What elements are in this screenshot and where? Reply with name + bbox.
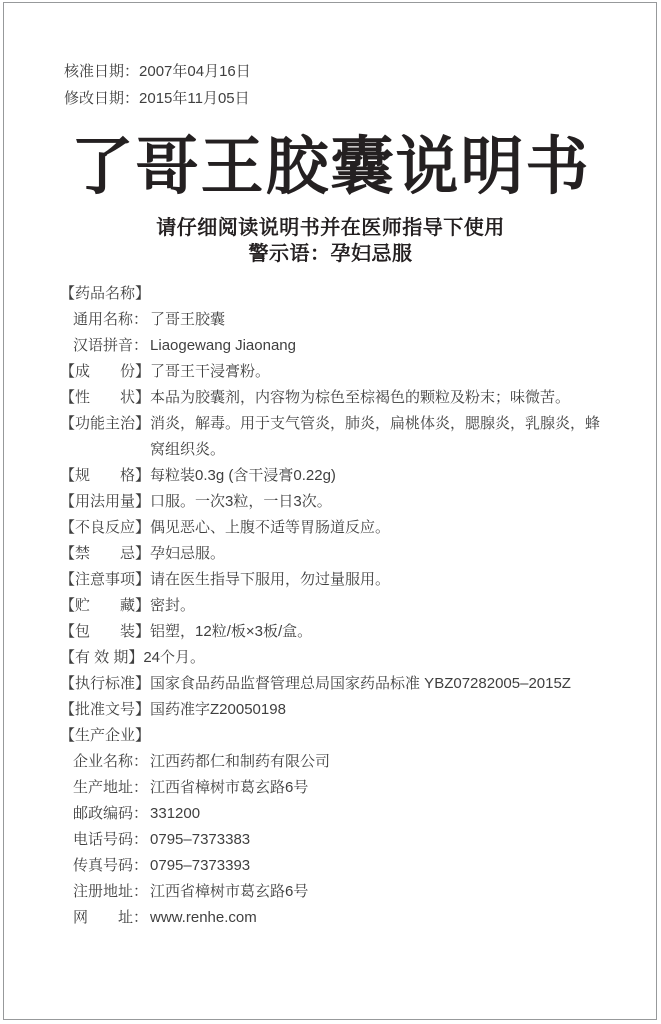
- row-content: 331200: [150, 804, 201, 822]
- row-content: 了哥王干浸膏粉。: [150, 362, 271, 380]
- row-content: 国家食品药品监督管理总局国家药品标准 YBZ07282005–2015Z: [150, 674, 571, 692]
- section-row: [60, 411, 611, 463]
- approval-date-label: 核准日期：: [64, 63, 140, 80]
- row-content: 江西药都仁和制药有限公司: [150, 752, 331, 770]
- row-content: 请在医生指导下服用，勿过量服用。: [150, 570, 391, 588]
- row-label: 【药品名称】: [60, 284, 151, 302]
- row-content: 口服。一次3粒，一日3次。: [150, 492, 332, 510]
- section-row: [60, 281, 611, 307]
- section-row: [60, 463, 611, 489]
- detail-row: [60, 749, 611, 775]
- detail-row: [60, 801, 611, 827]
- warning-statement: 警示语：孕妇忌服: [248, 242, 413, 265]
- section-row: [60, 359, 611, 385]
- revision-date-label: 修改日期：: [64, 90, 140, 107]
- row-label: 注册地址：: [73, 882, 149, 900]
- detail-row: [60, 775, 611, 801]
- section-row: [60, 723, 611, 749]
- revision-date-line: [64, 85, 661, 112]
- row-label: 【成 份】: [60, 362, 151, 380]
- row-label: 传真号码：: [73, 856, 149, 874]
- revision-date-value: 2015年11月05日: [139, 90, 250, 107]
- row-content: 0795–7373383: [150, 830, 251, 848]
- row-label: 【性 状】: [60, 388, 151, 406]
- row-content: 消炎，解毒。用于支气管炎，肺炎，扁桃体炎，腮腺炎，乳腺炎，蜂窝组织炎。: [150, 414, 601, 458]
- row-label: 【贮 藏】: [60, 596, 151, 614]
- row-label: 生产地址：: [73, 778, 149, 796]
- row-label: 【有 效 期】: [60, 648, 144, 666]
- row-content: 密封。: [150, 596, 196, 614]
- section-row: [60, 593, 611, 619]
- section-row: [60, 385, 611, 411]
- row-label: 【规 格】: [60, 466, 151, 484]
- section-row: [60, 671, 611, 697]
- detail-row: [60, 905, 611, 931]
- section-row: [60, 619, 611, 645]
- row-content: 偶见恶心、上腹不适等胃肠道反应。: [150, 518, 391, 536]
- row-content: 孕妇忌服。: [150, 544, 226, 562]
- detail-row: [60, 879, 611, 905]
- detail-row: [60, 333, 611, 359]
- row-label: 【注意事项】: [60, 570, 151, 588]
- row-label: 【禁 忌】: [60, 544, 151, 562]
- row-content: 每粒装0.3g (含干浸膏0.22g): [150, 466, 336, 484]
- detail-row: [60, 827, 611, 853]
- row-label: 【执行标准】: [60, 674, 151, 692]
- row-label: 【功能主治】: [60, 414, 151, 432]
- row-label: 【生产企业】: [60, 726, 151, 744]
- read-instruction-line: 请仔细阅读说明书并在医师指导下使用: [156, 216, 505, 239]
- row-label: 网 址：: [73, 908, 149, 926]
- row-label: 【批准文号】: [60, 700, 151, 718]
- row-content: 0795–7373393: [150, 856, 251, 874]
- detail-row: [60, 307, 611, 333]
- section-row: [60, 541, 611, 567]
- row-content: 江西省樟树市葛玄路6号: [150, 882, 309, 900]
- row-content: 江西省樟树市葛玄路6号: [150, 778, 309, 796]
- row-content: 24个月。: [143, 648, 206, 666]
- row-label: 汉语拼音：: [73, 336, 149, 354]
- approval-date-value: 2007年04月16日: [139, 63, 251, 80]
- section-row: [60, 645, 611, 671]
- section-row: [60, 697, 611, 723]
- section-row: [60, 515, 611, 541]
- row-label: 电话号码：: [73, 830, 149, 848]
- row-content: 铝塑，12粒/板×3板/盒。: [150, 622, 313, 640]
- insert-body: [0, 281, 661, 931]
- detail-row: [60, 853, 611, 879]
- row-content: 本品为胶囊剂，内容物为棕色至棕褐色的颗粒及粉末；味微苦。: [150, 388, 571, 406]
- row-label: 【包 装】: [60, 622, 151, 640]
- row-label: 企业名称：: [73, 752, 149, 770]
- section-row: [60, 567, 611, 593]
- row-label: 通用名称：: [73, 310, 149, 328]
- approval-date-line: [64, 58, 661, 85]
- row-label: 【不良反应】: [60, 518, 151, 536]
- row-label: 【用法用量】: [60, 492, 151, 510]
- page-title: 了哥王胶囊说明书: [70, 132, 591, 202]
- row-label: 邮政编码：: [73, 804, 149, 822]
- date-block: [0, 0, 661, 112]
- row-content: 了哥王胶囊: [150, 310, 226, 328]
- row-content: www.renhe.com: [150, 908, 257, 926]
- section-row: [60, 489, 611, 515]
- row-content: Liaogewang Jiaonang: [150, 336, 296, 354]
- row-content: 国药准字Z20050198: [150, 700, 286, 718]
